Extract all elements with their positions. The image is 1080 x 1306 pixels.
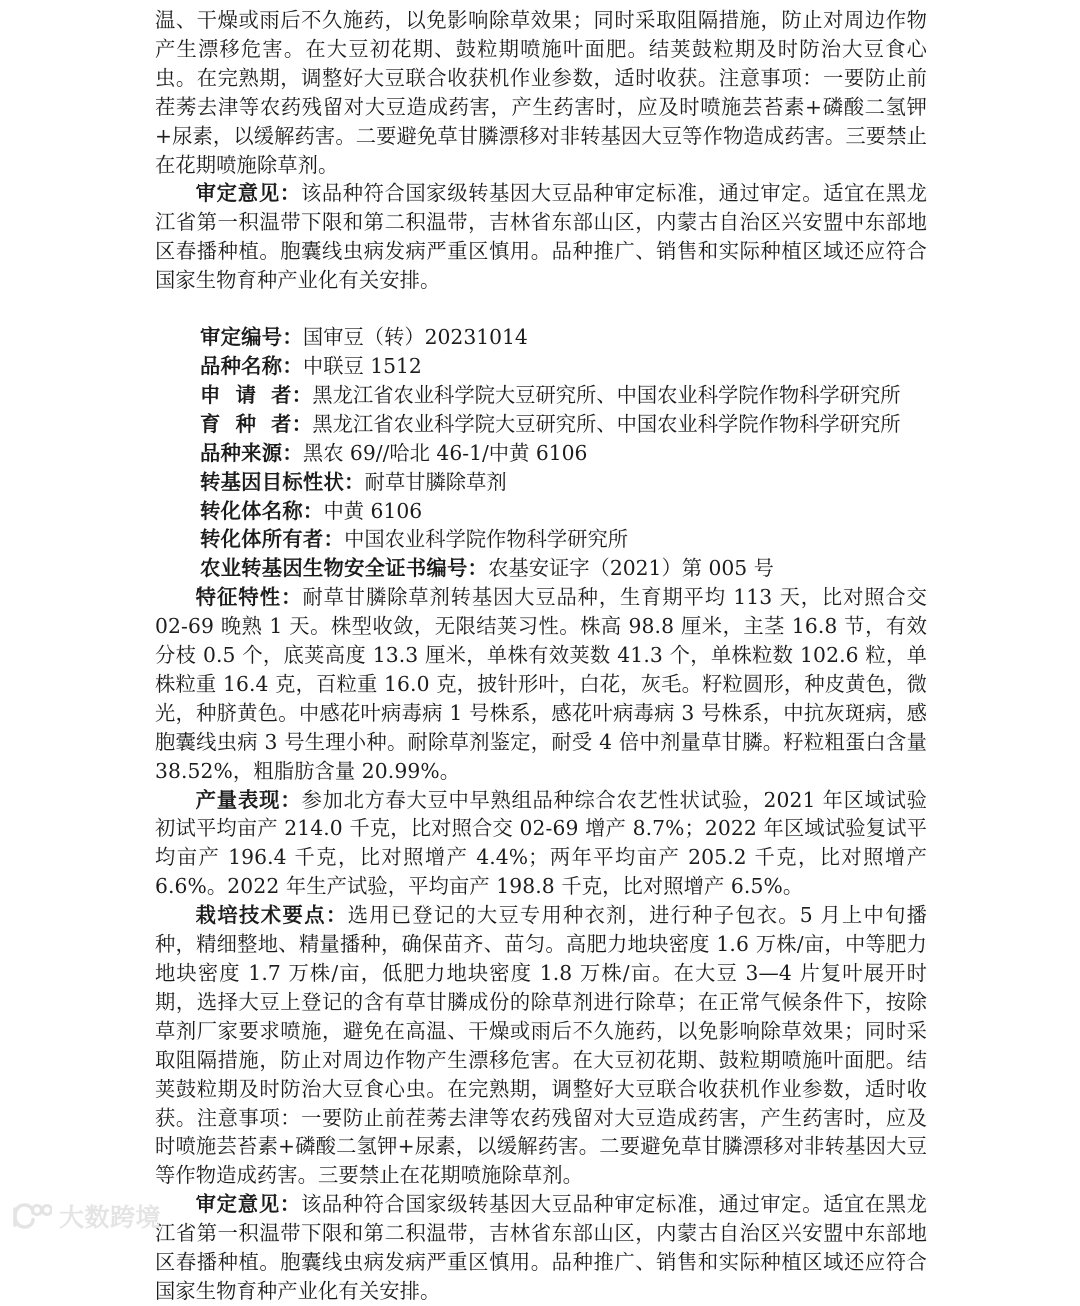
field-row-variety-source xyxy=(155,439,927,468)
field-row-variety-name xyxy=(155,352,927,381)
field-row-applicant xyxy=(155,381,927,410)
approval-opinion-text: 该品种符合国家级转基因大豆品种审定标准，通过审定。适宜在黑龙江省第一积温带下限和第二积温带，吉林省东部山区，内蒙古自治区兴安盟中东部地区春播种植。胞囊线虫病发病严重区慎用。品种推广、销售和实际种植区域还应符合国家生物育种产业化有关安排。 xyxy=(155,1192,927,1303)
previous-approval-opinion xyxy=(155,179,927,295)
field-label-breeder: 育种者 xyxy=(200,411,292,436)
field-value-variety-name: 中联豆 1512 xyxy=(302,353,422,378)
yield-performance-label: 产量表现： xyxy=(195,787,302,812)
characteristics-paragraph xyxy=(155,583,927,785)
section-spacer xyxy=(155,295,927,323)
cultivation-techniques-text: 选用已登记的大豆专用种衣剂，进行种子包衣。5 月上中旬播种，精细整地、精量播种，确保苗齐、苗匀。高肥力地块密度 1.6 万株/亩，中等肥力地块密度 1.7 万株/亩，低肥力地块密度 1.8 万株/亩。在大豆 3—4 片复叶展开时期，选择大豆上登记的含有草甘膦成份的除草剂进行除草；在正常气候条件下，按除草剂厂家要求喷施，避免在高温、干燥或雨后不久施药，以免影响除草效果；同时采取阻隔措施，防止对周边作物产生漂移危害。在大豆初花期、鼓粒期喷施叶面肥。结荚鼓粒期及时防治大豆食心虫。在完熟期，调整好大豆联合收获机作业参数，适时收获。注意事项：一要防止前茬莠去津等农药残留对大豆造成药害，产生药害时，应及时喷施芸苔素+磷酸二氢钾+尿素，以缓解药害。二要避免草甘膦漂移对非转基因大豆等作物造成药害。三要禁止在花期喷施除草剂。 xyxy=(155,903,927,1188)
field-value-approval-number: 国审豆（转）20231014 xyxy=(302,325,528,350)
field-label-transformation-event-owner: 转化体所有者： xyxy=(200,527,345,552)
field-value-variety-source: 黑农 69//哈北 46-1/中黄 6106 xyxy=(302,440,588,465)
field-label-transformation-event-name: 转化体名称： xyxy=(200,498,324,523)
watermark xyxy=(8,1202,161,1232)
field-label-transgenic-trait: 转基因目标性状： xyxy=(200,469,365,494)
watermark-text: 大数跨境 xyxy=(59,1202,162,1232)
field-row-transgenic-trait xyxy=(155,468,927,497)
approval-opinion-label: 审定意见： xyxy=(195,1192,302,1217)
field-row-breeder xyxy=(155,410,927,439)
field-label-approval-number: 审定编号： xyxy=(200,325,303,350)
logo-circle-right xyxy=(43,1206,52,1215)
yield-performance-text: 参加北方春大豆中早熟组品种综合农艺性状试验，2021 年区域试验初试平均亩产 214.0 千克，比对照合交 02-69 增产 8.7%；2022 年区域试验复试平均亩产 196.4 千克，比对照增产 4.4%；两年平均亩产 205.2 千克，比对照增产 6.6%。2022 年生产试验，平均亩产 198.8 千克，比对照增产 6.5%。 xyxy=(155,787,927,899)
yield-performance-paragraph xyxy=(155,786,927,902)
logo-circle-left xyxy=(33,1206,42,1215)
field-row-transformation-event-owner xyxy=(155,525,927,554)
field-label-variety-source: 品种来源： xyxy=(200,440,303,465)
field-row-transformation-event-name xyxy=(155,497,927,526)
cultivation-techniques-paragraph xyxy=(155,901,927,1190)
field-value-transformation-event-name: 中黄 6106 xyxy=(323,498,423,523)
field-label-breeder-punct: ： xyxy=(291,411,313,436)
field-value-applicant: 黑龙江省农业科学院大豆研究所、中国农业科学院作物科学研究所 xyxy=(312,382,901,407)
field-label-applicant: 申请者 xyxy=(200,382,292,407)
field-label-variety-name: 品种名称： xyxy=(200,353,303,378)
continuation-paragraph: 温、干燥或雨后不久施药，以免影响除草效果；同时采取阻隔措施，防止对周边作物产生漂移危害。在大豆初花期、鼓粒期喷施叶面肥。结荚鼓粒期及时防治大豆食心虫。在完熟期，调整好大豆联合收获机作业参数，适时收获。注意事项：一要防止前茬莠去津等农药残留对大豆造成药害，产生药害时，应及时喷施芸苔素+磷酸二氢钾+尿素，以缓解药害。二要避免草甘膦漂移对非转基因大豆等作物造成药害。三要禁止在花期喷施除草剂。 xyxy=(155,8,927,177)
document-text-column xyxy=(155,6,927,1306)
field-value-biosafety-certificate-number: 农基安证字（2021）第 005 号 xyxy=(488,556,774,581)
approval-opinion-paragraph xyxy=(155,1190,927,1306)
dashukuajing-logo-icon xyxy=(8,1202,52,1232)
previous-approval-opinion-label: 审定意见： xyxy=(195,181,302,206)
field-label-biosafety-certificate-number: 农业转基因生物安全证书编号： xyxy=(200,556,489,581)
field-value-transformation-event-owner: 中国农业科学院作物科学研究所 xyxy=(344,527,629,552)
cultivation-techniques-label: 栽培技术要点： xyxy=(195,903,348,928)
field-row-approval-number xyxy=(155,323,927,352)
variety-field-list xyxy=(155,323,927,583)
field-value-breeder: 黑龙江省农业科学院大豆研究所、中国农业科学院作物科学研究所 xyxy=(312,411,901,436)
field-row-biosafety-certificate-number xyxy=(155,554,927,583)
field-value-transgenic-trait: 耐草甘膦除草剂 xyxy=(364,469,507,494)
characteristics-text: 耐草甘膦除草剂转基因大豆品种，生育期平均 113 天，比对照合交 02-69 晚熟 1 天。株型收敛，无限结荚习性。株高 98.8 厘米，主茎 16.8 节，有效分枝 0.5 个，底荚高度 13.3 厘米，单株有效荚数 41.3 个，单株粒数 102.6 粒，单株粒重 16.4 克，百粒重 16.0 克，披针形叶，白花，灰毛。籽粒圆形，种皮黄色，微光，种脐黄色。中感花叶病毒病 1 号株系，感花叶病毒病 3 号株系，中抗灰斑病，感胞囊线虫病 3 号生理小种。耐除草剂鉴定，耐受 4 倍中剂量草甘膦。籽粒粗蛋白含量 38.52%，粗脂肪含量 20.99%。 xyxy=(155,585,927,783)
previous-approval-opinion-text: 该品种符合国家级转基因大豆品种审定标准，通过审定。适宜在黑龙江省第一积温带下限和第二积温带，吉林省东部山区，内蒙古自治区兴安盟中东部地区春播种植。胞囊线虫病发病严重区慎用。品种推广、销售和实际种植区域还应符合国家生物育种产业化有关安排。 xyxy=(155,181,927,293)
field-label-applicant-punct: ： xyxy=(291,382,313,407)
characteristics-label: 特征特性： xyxy=(195,585,303,610)
